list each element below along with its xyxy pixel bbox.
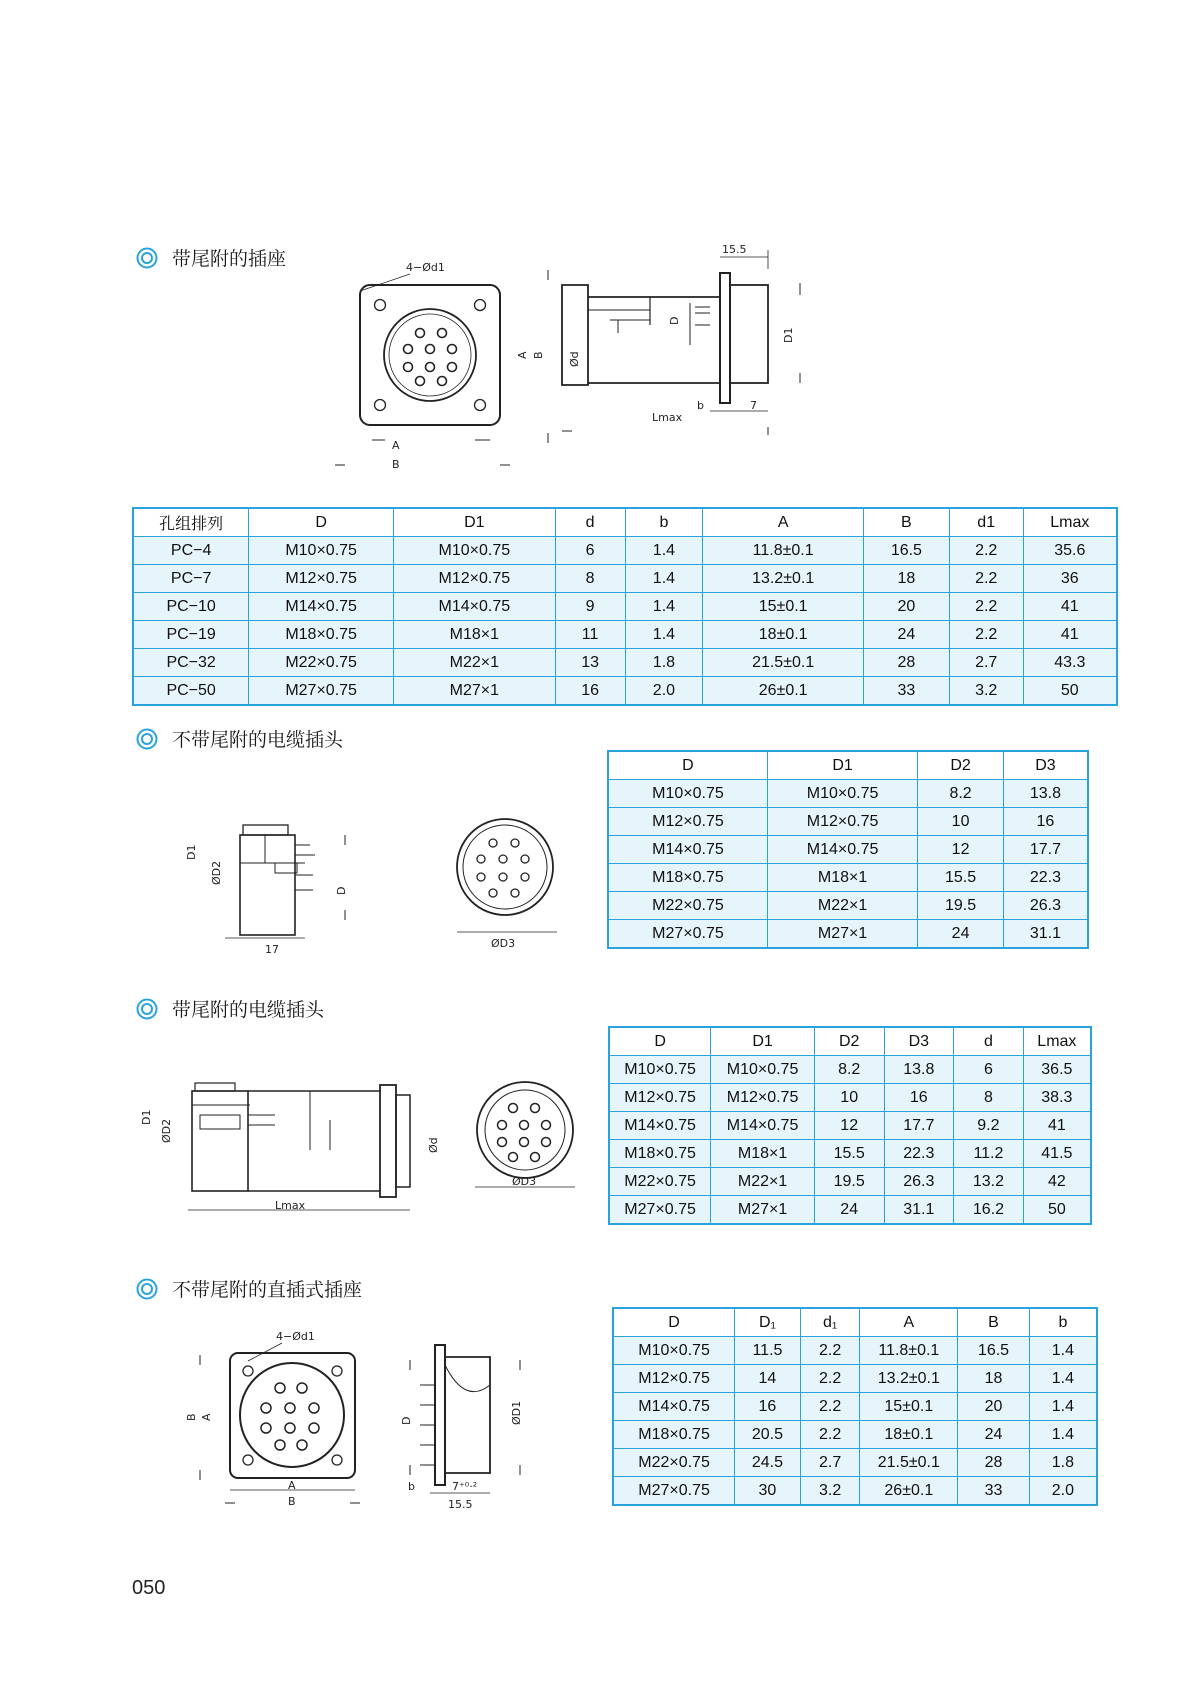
drawing-label: D [335, 886, 348, 895]
table-cell: 8.2 [814, 1056, 884, 1084]
table-row [609, 1112, 1091, 1140]
table-cell: M22×0.75 [608, 892, 767, 920]
table-cell: M27×0.75 [249, 677, 394, 706]
table-cell: 1.4 [625, 593, 703, 621]
table-row [608, 864, 1088, 892]
table-header-cell: A [860, 1308, 958, 1337]
table-header-cell: B [863, 508, 949, 537]
table-cell: 1.8 [1029, 1449, 1097, 1477]
drawing-label: ØD3 [512, 1175, 537, 1188]
table-cell: M10×0.75 [767, 780, 917, 808]
table-row [608, 920, 1088, 949]
table-cell: 18±0.1 [703, 621, 864, 649]
table-cell: 8 [555, 565, 625, 593]
table-row [613, 1365, 1097, 1393]
straight-socket-drawing [185, 1325, 570, 1511]
table-row [613, 1449, 1097, 1477]
table-cell: 1.4 [1029, 1421, 1097, 1449]
table-row [609, 1168, 1091, 1196]
table-cell: 13.8 [1003, 780, 1088, 808]
table-cell: 16 [884, 1084, 954, 1112]
table-cell: M22×1 [711, 1168, 815, 1196]
table-cell: M10×0.75 [613, 1337, 735, 1365]
table-row [608, 808, 1088, 836]
table-header-cell: A [703, 508, 864, 537]
table-cell: M10×0.75 [711, 1056, 815, 1084]
drawing-label: A [392, 439, 400, 452]
table-row [609, 1084, 1091, 1112]
section-title: 不带尾附的电缆插头 [172, 729, 344, 751]
table-header-cell: D [609, 1027, 711, 1056]
table-cell: 2.2 [800, 1337, 860, 1365]
table-cell: M12×0.75 [767, 808, 917, 836]
table-cell: 1.4 [1029, 1337, 1097, 1365]
table-cell: 2.2 [949, 537, 1023, 565]
drawing-label: Lmax [652, 411, 683, 424]
table-cell: 16.2 [954, 1196, 1024, 1225]
drawing-label: B [532, 351, 545, 359]
table-cell: 16.5 [958, 1337, 1030, 1365]
table-cell: M12×0.75 [249, 565, 394, 593]
table-cell: 18 [958, 1365, 1030, 1393]
table-cell: 8.2 [918, 780, 1004, 808]
table-cell: 6 [555, 537, 625, 565]
drawing-label: 15.5 [722, 243, 747, 256]
table-cell: 22.3 [1003, 864, 1088, 892]
drawing-label: ØD1 [510, 1400, 523, 1425]
table-cell: M14×0.75 [711, 1112, 815, 1140]
table-cell: 2.2 [800, 1421, 860, 1449]
drawing-label: ØD3 [491, 937, 516, 950]
table-header-cell: B [958, 1308, 1030, 1337]
table-cell: 41 [1023, 1112, 1091, 1140]
table-cell: M27×1 [394, 677, 556, 706]
section-title: 不带尾附的直插式插座 [172, 1279, 363, 1301]
straight-socket-table [612, 1307, 1098, 1506]
table-cell: PC−10 [133, 593, 249, 621]
table-row [133, 677, 1117, 706]
table-cell: 11.8±0.1 [703, 537, 864, 565]
table-cell: 1.4 [625, 537, 703, 565]
table-cell: M18×1 [394, 621, 556, 649]
table-cell: M22×0.75 [609, 1168, 711, 1196]
table-cell: M12×0.75 [711, 1084, 815, 1112]
table-cell: 43.3 [1023, 649, 1117, 677]
table-row [609, 1196, 1091, 1225]
table-header-row [613, 1308, 1097, 1337]
table-header-cell: Lmax [1023, 508, 1117, 537]
table-cell: 2.2 [800, 1365, 860, 1393]
drawing-label: D [668, 316, 681, 325]
table-cell: 35.6 [1023, 537, 1117, 565]
table-cell: 16.5 [863, 537, 949, 565]
section-title: 带尾附的电缆插头 [172, 999, 325, 1021]
table-cell: 15±0.1 [703, 593, 864, 621]
table-row [613, 1421, 1097, 1449]
drawing-label: B [185, 1413, 198, 1421]
drawing-label: 7⁺⁰·² [452, 1480, 478, 1493]
table-cell: 12 [918, 836, 1004, 864]
table-cell: M14×0.75 [767, 836, 917, 864]
table-cell: 16 [555, 677, 625, 706]
drawing-label: B [288, 1495, 296, 1508]
drawing-label: Ød [568, 351, 581, 367]
table-cell: 20.5 [735, 1421, 801, 1449]
table-cell: 42 [1023, 1168, 1091, 1196]
table-cell: 24.5 [735, 1449, 801, 1477]
double-circle-bullet-icon [136, 247, 158, 269]
table-cell: 13.2 [954, 1168, 1024, 1196]
table-cell: M10×0.75 [609, 1056, 711, 1084]
table-cell: 28 [958, 1449, 1030, 1477]
table-cell: 50 [1023, 1196, 1091, 1225]
table-cell: 24 [958, 1421, 1030, 1449]
table-cell: 21.5±0.1 [703, 649, 864, 677]
table-row [609, 1140, 1091, 1168]
double-circle-bullet-icon [136, 998, 158, 1020]
table-cell: 2.2 [949, 565, 1023, 593]
table-row [133, 537, 1117, 565]
table-cell: 16 [1003, 808, 1088, 836]
table-cell: 1.4 [1029, 1365, 1097, 1393]
page-number: 050 [132, 1577, 166, 1599]
table-cell: 2.2 [949, 593, 1023, 621]
table-header-cell: Lmax [1023, 1027, 1091, 1056]
table-cell: 38.3 [1023, 1084, 1091, 1112]
table-cell: 3.2 [800, 1477, 860, 1506]
table-cell: M12×0.75 [609, 1084, 711, 1112]
table-cell: 19.5 [814, 1168, 884, 1196]
socket-with-tail-table [132, 507, 1118, 706]
table-cell: M18×1 [711, 1140, 815, 1168]
table-row [608, 836, 1088, 864]
table-cell: M22×0.75 [613, 1449, 735, 1477]
table-header-row [608, 751, 1088, 780]
table-cell: 13.2±0.1 [703, 565, 864, 593]
double-circle-bullet-icon [136, 1278, 158, 1300]
table-cell: M27×1 [767, 920, 917, 949]
table-row [133, 565, 1117, 593]
table-cell: 14 [735, 1365, 801, 1393]
table-cell: 8 [954, 1084, 1024, 1112]
drawing-label: D1 [140, 1109, 153, 1125]
table-row [133, 621, 1117, 649]
double-circle-bullet-icon [136, 728, 158, 750]
table-header-cell: D2 [918, 751, 1004, 780]
table-cell: M22×1 [767, 892, 917, 920]
table-cell: 26.3 [1003, 892, 1088, 920]
drawing-label: A [288, 1479, 296, 1492]
table-cell: 1.4 [625, 621, 703, 649]
table-cell: 2.7 [800, 1449, 860, 1477]
table-cell: PC−4 [133, 537, 249, 565]
table-header-cell: d₁ [800, 1308, 860, 1337]
table-header-cell: b [1029, 1308, 1097, 1337]
table-cell: 19.5 [918, 892, 1004, 920]
table-cell: M18×1 [767, 864, 917, 892]
table-cell: 9 [555, 593, 625, 621]
drawing-label: 4−Ød1 [276, 1330, 315, 1343]
table-cell: 31.1 [884, 1196, 954, 1225]
table-cell: 33 [863, 677, 949, 706]
table-cell: 31.1 [1003, 920, 1088, 949]
drawing-label: 4−Ød1 [406, 261, 445, 274]
table-cell: 16 [735, 1393, 801, 1421]
table-cell: 11.5 [735, 1337, 801, 1365]
table-cell: 17.7 [1003, 836, 1088, 864]
section-title: 带尾附的插座 [172, 248, 287, 270]
table-cell: PC−19 [133, 621, 249, 649]
table-cell: 11 [555, 621, 625, 649]
drawing-label: D [400, 1416, 413, 1425]
table-row [133, 649, 1117, 677]
table-cell: PC−7 [133, 565, 249, 593]
table-cell: 12 [814, 1112, 884, 1140]
drawing-label: 7 [750, 399, 757, 412]
table-cell: M27×0.75 [613, 1477, 735, 1506]
drawing-label: ØD2 [160, 1118, 173, 1143]
table-cell: 2.0 [625, 677, 703, 706]
table-cell: M18×0.75 [613, 1421, 735, 1449]
table-cell: 13.8 [884, 1056, 954, 1084]
drawing-label: A [200, 1413, 213, 1421]
table-header-cell: D₁ [735, 1308, 801, 1337]
table-cell: 9.2 [954, 1112, 1024, 1140]
table-cell: 15.5 [814, 1140, 884, 1168]
drawing-label: 17 [265, 943, 279, 956]
table-row [133, 593, 1117, 621]
table-cell: 20 [863, 593, 949, 621]
table-cell: M12×0.75 [394, 565, 556, 593]
table-cell: M22×1 [394, 649, 556, 677]
table-cell: 18 [863, 565, 949, 593]
table-cell: 15±0.1 [860, 1393, 958, 1421]
table-cell: 2.2 [800, 1393, 860, 1421]
drawing-label: A [516, 351, 529, 359]
table-cell: 24 [863, 621, 949, 649]
table-cell: M14×0.75 [608, 836, 767, 864]
table-cell: 10 [814, 1084, 884, 1112]
table-cell: 22.3 [884, 1140, 954, 1168]
table-cell: PC−32 [133, 649, 249, 677]
table-cell: 36 [1023, 565, 1117, 593]
table-header-cell: D3 [884, 1027, 954, 1056]
table-cell: 41.5 [1023, 1140, 1091, 1168]
table-cell: M22×0.75 [249, 649, 394, 677]
table-cell: 24 [814, 1196, 884, 1225]
table-cell: 10 [918, 808, 1004, 836]
table-cell: M10×0.75 [394, 537, 556, 565]
table-cell: 11.2 [954, 1140, 1024, 1168]
table-cell: 17.7 [884, 1112, 954, 1140]
section-heading-cable-plug-no-tail [136, 725, 343, 752]
table-header-cell: D3 [1003, 751, 1088, 780]
table-cell: 21.5±0.1 [860, 1449, 958, 1477]
table-cell: 1.4 [625, 565, 703, 593]
table-header-cell: D [613, 1308, 735, 1337]
drawing-label: Lmax [275, 1199, 306, 1212]
table-header-cell: d [555, 508, 625, 537]
table-cell: 26.3 [884, 1168, 954, 1196]
table-header-cell: d1 [949, 508, 1023, 537]
table-header-cell: d [954, 1027, 1024, 1056]
drawing-label: 15.5 [448, 1498, 473, 1511]
table-cell: 30 [735, 1477, 801, 1506]
table-header-row [609, 1027, 1091, 1056]
table-cell: M18×0.75 [249, 621, 394, 649]
table-cell: 13.2±0.1 [860, 1365, 958, 1393]
table-cell: 15.5 [918, 864, 1004, 892]
table-cell: M14×0.75 [609, 1112, 711, 1140]
table-row [613, 1337, 1097, 1365]
section-heading-socket-with-tail [136, 244, 286, 271]
table-cell: 28 [863, 649, 949, 677]
table-cell: 1.8 [625, 649, 703, 677]
table-cell: 41 [1023, 593, 1117, 621]
table-cell: M27×1 [711, 1196, 815, 1225]
table-cell: 18±0.1 [860, 1421, 958, 1449]
table-cell: 20 [958, 1393, 1030, 1421]
table-header-cell: D1 [711, 1027, 815, 1056]
table-cell: M14×0.75 [249, 593, 394, 621]
table-cell: M10×0.75 [249, 537, 394, 565]
table-cell: M12×0.75 [613, 1365, 735, 1393]
table-row [608, 780, 1088, 808]
table-header-row [133, 508, 1117, 537]
table-cell: 3.2 [949, 677, 1023, 706]
table-cell: 1.4 [1029, 1393, 1097, 1421]
section-heading-straight-socket [136, 1275, 362, 1302]
table-cell: M10×0.75 [608, 780, 767, 808]
table-cell: 26±0.1 [703, 677, 864, 706]
socket-with-tail-drawing [350, 243, 870, 480]
table-header-cell: b [625, 508, 703, 537]
table-cell: M18×0.75 [608, 864, 767, 892]
table-cell: M12×0.75 [608, 808, 767, 836]
table-cell: 11.8±0.1 [860, 1337, 958, 1365]
table-header-cell: D2 [814, 1027, 884, 1056]
table-cell: 50 [1023, 677, 1117, 706]
table-cell: 2.7 [949, 649, 1023, 677]
table-header-cell: D1 [394, 508, 556, 537]
table-cell: 2.0 [1029, 1477, 1097, 1506]
drawing-label: b [408, 1480, 415, 1493]
table-cell: M14×0.75 [394, 593, 556, 621]
section-heading-cable-plug-with-tail [136, 995, 324, 1022]
drawing-label: Ød [427, 1137, 440, 1153]
table-cell: 41 [1023, 621, 1117, 649]
table-cell: 36.5 [1023, 1056, 1091, 1084]
cable-plug-no-tail-drawing [185, 815, 585, 955]
table-header-cell: D [249, 508, 394, 537]
table-cell: 33 [958, 1477, 1030, 1506]
drawing-label: B [392, 458, 400, 471]
drawing-label: D1 [185, 844, 198, 860]
table-cell: PC−50 [133, 677, 249, 706]
table-cell: 24 [918, 920, 1004, 949]
table-header-cell: D [608, 751, 767, 780]
table-cell: M14×0.75 [613, 1393, 735, 1421]
table-cell: 6 [954, 1056, 1024, 1084]
table-row [613, 1477, 1097, 1506]
cable-plug-no-tail-table [607, 750, 1089, 949]
drawing-label: D1 [782, 327, 795, 343]
table-header-cell: D1 [767, 751, 917, 780]
table-row [608, 892, 1088, 920]
table-cell: 13 [555, 649, 625, 677]
table-cell: M27×0.75 [609, 1196, 711, 1225]
table-cell: M18×0.75 [609, 1140, 711, 1168]
table-cell: 2.2 [949, 621, 1023, 649]
table-cell: M27×0.75 [608, 920, 767, 949]
drawing-label: b [697, 399, 704, 412]
table-row [609, 1056, 1091, 1084]
table-header-cell: 孔组排列 [133, 508, 249, 537]
cable-plug-with-tail-drawing [140, 1075, 580, 1225]
table-row [613, 1393, 1097, 1421]
cable-plug-with-tail-table [608, 1026, 1092, 1225]
drawing-label: ØD2 [210, 860, 223, 885]
table-cell: 26±0.1 [860, 1477, 958, 1506]
